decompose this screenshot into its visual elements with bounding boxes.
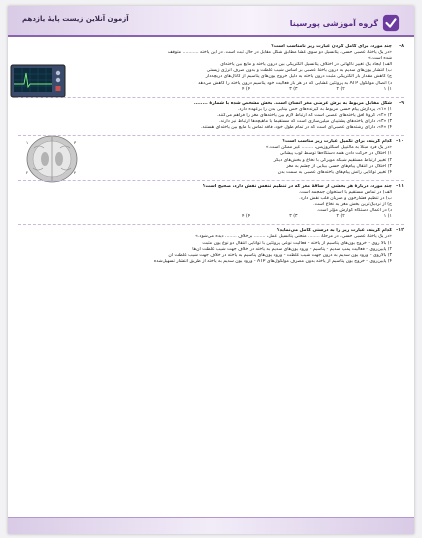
option-2[interactable]: ۲) ۲ (336, 214, 345, 220)
answer-options (242, 87, 392, 93)
option-2[interactable]: ۲) «۲»، گروهٔ افق یاخته‌های عصبی است که ارتباط لازم بین یاخته‌های مغز را فراهم می‌کنند. (216, 112, 392, 118)
question-11 (18, 184, 404, 221)
question-divider (18, 135, 404, 136)
option-1[interactable]: ۱) ۱ (383, 214, 392, 220)
exam-title: آزمون آنلاین زیست پایهٔ یازدهم (22, 15, 129, 23)
question-divider (18, 97, 404, 98)
question-number: ۹- (399, 100, 404, 106)
question-text: شکل مقابل مربوط به برش عرضی مغز انسان است. بخش مشخص شده با شمارهٔ ........ (193, 100, 392, 106)
brand-name: گروه آموزشی پورسینا (289, 18, 378, 28)
option-4[interactable]: ۴) «۴»، دارای رشته‌های عصبی‌ای است که در تمام طول خود، فاقد تماس با مایع بین یاخته‌ای هستند. (200, 125, 392, 131)
option-4[interactable]: ۴) تغییر توانایی رانش پیام‌های یاخته‌های عصبی به سمت بدن (277, 169, 392, 175)
header-divider (8, 35, 414, 37)
question-statement: «در یک فرد مبتلا به مالتیپل اسکلروزیس، ........ غیر ممکن است.» (265, 145, 392, 151)
question-number: ۱۰- (396, 139, 404, 145)
option-3[interactable]: ۳) بالاروی - ورود یون سدیم به درون جهت شیب غلظت - ورود یون‌های پتاسیم به یاخته در خلاف جهت شیب غلظت آن (168, 252, 392, 258)
brain-label-2: ۲ (26, 170, 29, 175)
option-3[interactable]: ۳) «۳»، دارای یاخته‌های پشتیبان میلین‌سازی است که مستقیماً با ماهیچه‌ها ارتباط نیز دارند. (219, 119, 392, 125)
option-4[interactable]: ۴) ۴ (242, 86, 251, 92)
question-number: ۱۲- (396, 228, 404, 234)
question-line: ب) انتشار یون‌های سدیم به درون یاختهٔ عصبی بر اساس شیب غلظت و بدون صرف انرژی زیستی (206, 68, 392, 74)
question-divider (18, 224, 404, 225)
option-4[interactable]: ۴) ۴ (242, 214, 251, 220)
brain-label-4: ۴ (74, 170, 77, 175)
option-1[interactable]: ۱) «۱»، پردازش پیام حسی مربوط به گیرنده‌های حس بینایی بدن را برعهده دارد. (237, 106, 392, 112)
option-2[interactable]: ۲) پایین‌روی - فعالیت پمپ سدیم - پتاسیم - ورود یون‌های سدیم به یاخته در خلاف جهت شیب غلظت آن‌ها (192, 246, 392, 252)
option-1[interactable]: ۱) ۱ (383, 86, 392, 92)
option-2[interactable]: ۲) ۲ (336, 86, 345, 92)
question-8 (18, 44, 404, 93)
question-10 (18, 139, 404, 176)
question-divider (18, 180, 404, 181)
question-line: د) در اعمال دستگاه گوارش مؤثر است. (316, 208, 392, 214)
question-line: الف) ایجاد یک تغییر ناگهانی در اختلاف پتانسیل الکتریکی بین درون یاخته و مایع بین یاخته‌ای (220, 62, 392, 68)
brain-label-3: ۳ (74, 140, 77, 145)
question-text: کدام گزینه، عبارت زیر را به درستی کامل می‌نماید؟ (276, 228, 392, 234)
option-3[interactable]: ۳) ۳ (289, 214, 298, 220)
question-line: ج) کاهش مقدار بار الکتریکی مثبت درون یاخته به دلیل خروج یون‌های پتاسیم از کانال‌های دریچه‌دار (205, 74, 392, 80)
question-statement: «در یک یاختهٔ عصبی حسی، در مرحلهٔ ........ منحنی پتانسیل عمل، ........ برخلاف ........ دیده می‌شود.» (195, 234, 392, 240)
option-2[interactable]: ۲) تغییر ارتباط مستقیم شبکه مویرگی با نخاع و بخش‌های دیگر (273, 157, 392, 163)
question-line: الف) در تماس مستقیم با استخوان جمجمه است. (298, 189, 392, 195)
exam-sheet (8, 6, 414, 534)
brand-logo-icon (382, 14, 400, 32)
brain-label-1: ۱ (26, 140, 29, 145)
question-text: کدام گزینه، برای تکمیل عبارت زیر مناسب است؟ (282, 139, 392, 145)
answer-options (242, 214, 392, 220)
question-line: ب) در تنظیم فشارخون و ضربان قلب نقش دارد. (299, 195, 392, 201)
option-3[interactable]: ۳) ۳ (289, 86, 298, 92)
question-line: ج) از نزدیک‌ترین بخش مغز به نخاع است. (313, 202, 392, 208)
footer-band (8, 518, 414, 534)
questions-list (18, 44, 404, 269)
question-line: د) اتصال مولکول ATP به پروتئین غشایی که در هر بار فعالیت خود پتاسیم درون یاخته را کاهش می‌دهد (198, 80, 392, 86)
question-9 (18, 101, 404, 131)
question-text: چند مورد، برای کامل کردن عبارت زیر نامناسب است؟ (271, 44, 392, 49)
option-1[interactable]: ۱) اختلال در حرکت دادن همه دستگاه‌ها توسط لوب پیشانی (279, 151, 392, 157)
question-number: ۱۱- (396, 183, 404, 189)
brand (290, 14, 400, 32)
option-3[interactable]: ۳) اختلال در انتقال پیام‌های حسی بینایی از چشم به مغز (286, 163, 392, 169)
question-text: چند مورد، دربارهٔ هر بخشی از ساقهٔ مغز که در تنظیم تنفس نقش دارد، صحیح است؟ (202, 183, 392, 189)
question-12 (18, 228, 404, 265)
question-number: ۸- (399, 44, 404, 49)
option-1[interactable]: ۱) بالا روی - خروج یون‌های پتاسیم از یاخته - فعالیت نوعی پروتئین با توانایی انتقال دو نوع یون مثبت (202, 240, 392, 246)
option-4[interactable]: ۴) پایین‌روی - خروج یون پتاسیم از یاخته بدون مصرف مولکول‌های ATP - ورود یون سدیم به یاخته از طریق انتشار تسهیل‌شده (153, 258, 392, 264)
question-line: «در یک یاختهٔ عصبی حسی، پتانسیل دو سوی غشا مطابق شکل مقابل در حال ثبت است. در این یاخته ........... متوقف (167, 50, 392, 56)
question-line: شده است.» (367, 56, 392, 62)
